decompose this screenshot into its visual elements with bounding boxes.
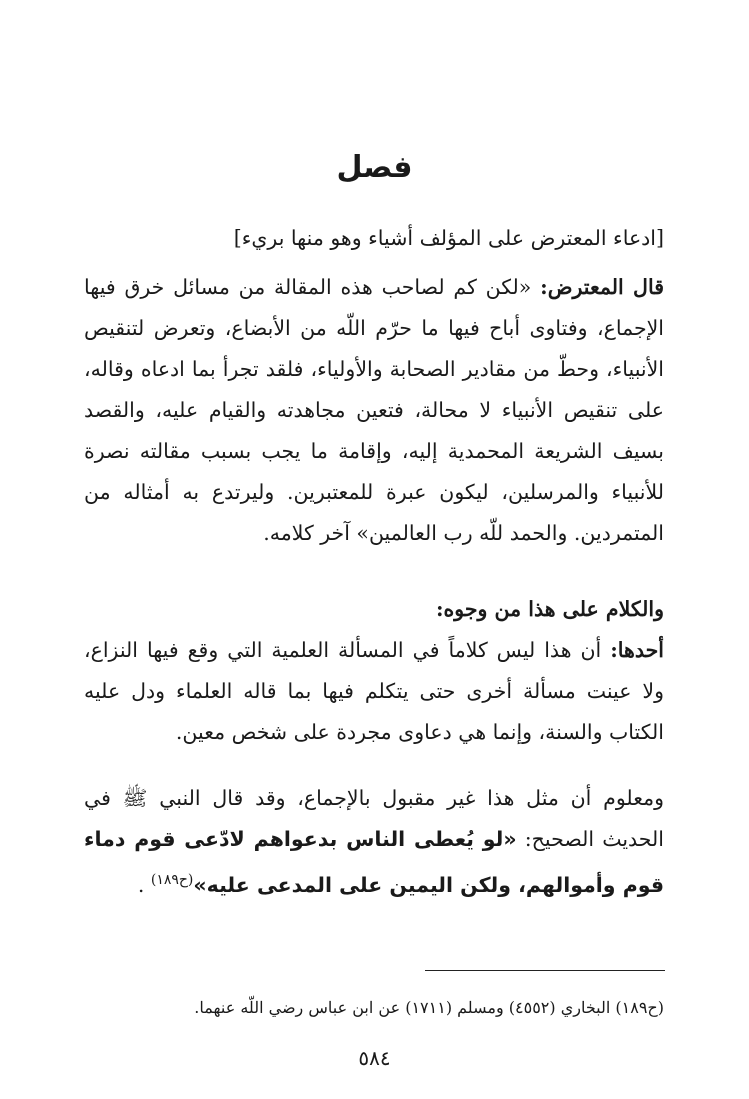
section-heading: [ادعاء المعترض على المؤلف أشياء وهو منها بريء] <box>233 226 664 250</box>
first-point-text: أن هذا ليس كلاماً في المسألة العلمية التي وقع فيها النزاع، ولا عينت مسألة أخرى حتى يتكلم فيها بما قاله العلماء ودل عليه الكتاب والسنة، وإنما هي دعاوى مجردة على شخص معين. <box>84 638 664 744</box>
hadith-quote: «لو يُعطى الناس بدعواهم لادّعى قوم دماء قوم وأموالهم، ولكن اليمين على المدعى عليه» <box>84 827 664 897</box>
page-number: ٥٨٤ <box>358 1046 391 1070</box>
footnote: (ح١٨٩) البخاري (٤٥٥٢) ومسلم (١٧١١) عن ابن عباس رضي اللّه عنهما. <box>194 998 664 1017</box>
hadith-end: . <box>137 872 151 897</box>
paragraph-objector-claim <box>84 267 664 554</box>
paragraph-hadith <box>84 778 664 906</box>
first-point-lead: أحدها: <box>610 638 664 662</box>
footnote-reference[interactable]: (ح١٨٩) <box>150 872 194 888</box>
chapter-title: فصل <box>336 150 413 185</box>
objector-lead: قال المعترض: <box>540 275 665 299</box>
objector-quote: «لكن كم لصاحب هذه المقالة من مسائل خرق فيها الإجماع، وفتاوى أباح فيها ما حرّم اللّه من الأبضاع، وتعرض لتنقيص الأنبياء، وحطّ من مقادير الصحابة والأولياء، فلقد تجرأ بما ادعاه وقاله، على تنقيص الأنبياء لا محالة، فتعين مجاهدته والقيام عليه، والقصد بسيف الشريعة المحمدية إليه، وإقامة ما يجب بسبب مقالته نصرة للأنبياء والمرسلين، ليكون عبرة للمعتبرين. وليرتدع به أمثاله من المتمردين. والحمد للّه رب العالمين» آخر كلامه. <box>84 275 664 545</box>
hadith-intro: ومعلوم أن مثل هذا غير مقبول بالإجماع، وقد قال النبي ﷺ في الحديث الصحيح: <box>84 786 664 851</box>
footnote-divider <box>425 970 665 971</box>
paragraph-response-intro: والكلام على هذا من وجوه: <box>435 597 664 621</box>
paragraph-first-point <box>84 630 664 753</box>
